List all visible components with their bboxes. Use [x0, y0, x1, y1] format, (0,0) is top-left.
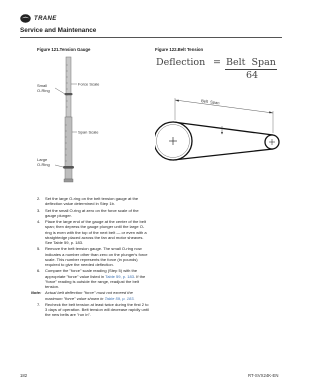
step-text-part: Compare the "force" scale reading (Step 5) with the appropriate "force" value listed in	[45, 268, 138, 279]
step-4	[37, 219, 149, 245]
procedure-steps	[31, 196, 149, 319]
step-3	[37, 208, 149, 218]
figure-122-caption: Figure 122.Belt Tension	[155, 47, 204, 52]
note-text-part: Actual belt deflection "force" must not exceed the maximum "force" value shown in	[45, 290, 133, 301]
tension-gauge-figure	[37, 55, 147, 190]
belt-span-label: Belt Span	[200, 98, 220, 106]
span-scale-label: Span Scale	[78, 129, 99, 135]
large-oring	[63, 166, 74, 169]
step-number: 6.	[37, 268, 41, 274]
table-59-link[interactable]: Table 59, p. 183	[105, 273, 134, 279]
note-text	[45, 290, 149, 300]
deflection-equation	[156, 57, 284, 87]
belt-tension-figure	[155, 88, 283, 176]
large-oring-label-line2: O-Ring	[37, 162, 50, 167]
step-text-part: . If the "force" reading is outside the range, readjust the belt tension.	[45, 273, 146, 289]
step-number: 5.	[37, 246, 41, 252]
brand-logo	[20, 14, 57, 23]
small-oring-label-line2: O-Ring	[37, 88, 50, 93]
section-title: Service and Maintenance	[20, 27, 97, 34]
step-6	[37, 268, 149, 289]
force-scale-label: Force Scale	[78, 81, 100, 87]
note-label: Note:	[31, 290, 42, 296]
step-number: 7.	[37, 301, 41, 307]
step-text: Set the large O-ring on the belt tension gauge at the deflection value determined in Step 1b.	[45, 196, 139, 207]
step-number: 3.	[37, 207, 41, 213]
step-text: Set the small O-ring at zero on the force scale of the gauge plunger.	[45, 207, 139, 218]
note	[31, 290, 149, 301]
equation-denominator: 64	[246, 70, 259, 81]
note-text-part: .	[133, 295, 135, 301]
equation-numerator: Belt Span	[226, 57, 276, 68]
trane-logo-icon	[20, 14, 31, 23]
large-oring-label-line1: Large	[37, 157, 48, 162]
step-number: 2.	[37, 196, 41, 201]
step-number: 4.	[37, 219, 41, 225]
step-text: Remove the belt tension gauge. The small O-ring now indicates a number other than zero on the plunger's force scale. This number represents the force (in pounds) required to give the needed deflection.	[45, 246, 148, 267]
note-table-59-link[interactable]: Table 59, p. 183	[104, 295, 134, 301]
figure-121-caption: Figure 121.Tension Gauge	[37, 47, 91, 52]
equation-equals: =	[213, 57, 221, 68]
step-2	[37, 196, 149, 206]
small-oring	[65, 93, 73, 95]
equation-lhs: Deflection	[156, 57, 206, 68]
step-7	[37, 302, 149, 318]
step-5	[37, 246, 149, 267]
step-text: Place the large end of the gauge at the center of the belt span; then depress the gauge plunger until the large O-ring is even with the top of the next belt — or even with a straightedge placed across the fan and motor sheaves. See Table 59, p. 183.	[45, 219, 147, 245]
small-oring-label-line1: Small	[37, 83, 48, 88]
header-divider	[20, 37, 282, 38]
page-number: 182	[20, 373, 28, 378]
step-text: Recheck the belt tension at least twice during the first 2 to 3 days of operation. Belt tension will decrease rapidly until the new belts are "run in".	[45, 301, 149, 318]
brand-name: TRANE	[34, 15, 57, 22]
document-id: RT-SVX24K-EN	[248, 373, 279, 378]
step-text	[45, 268, 149, 289]
